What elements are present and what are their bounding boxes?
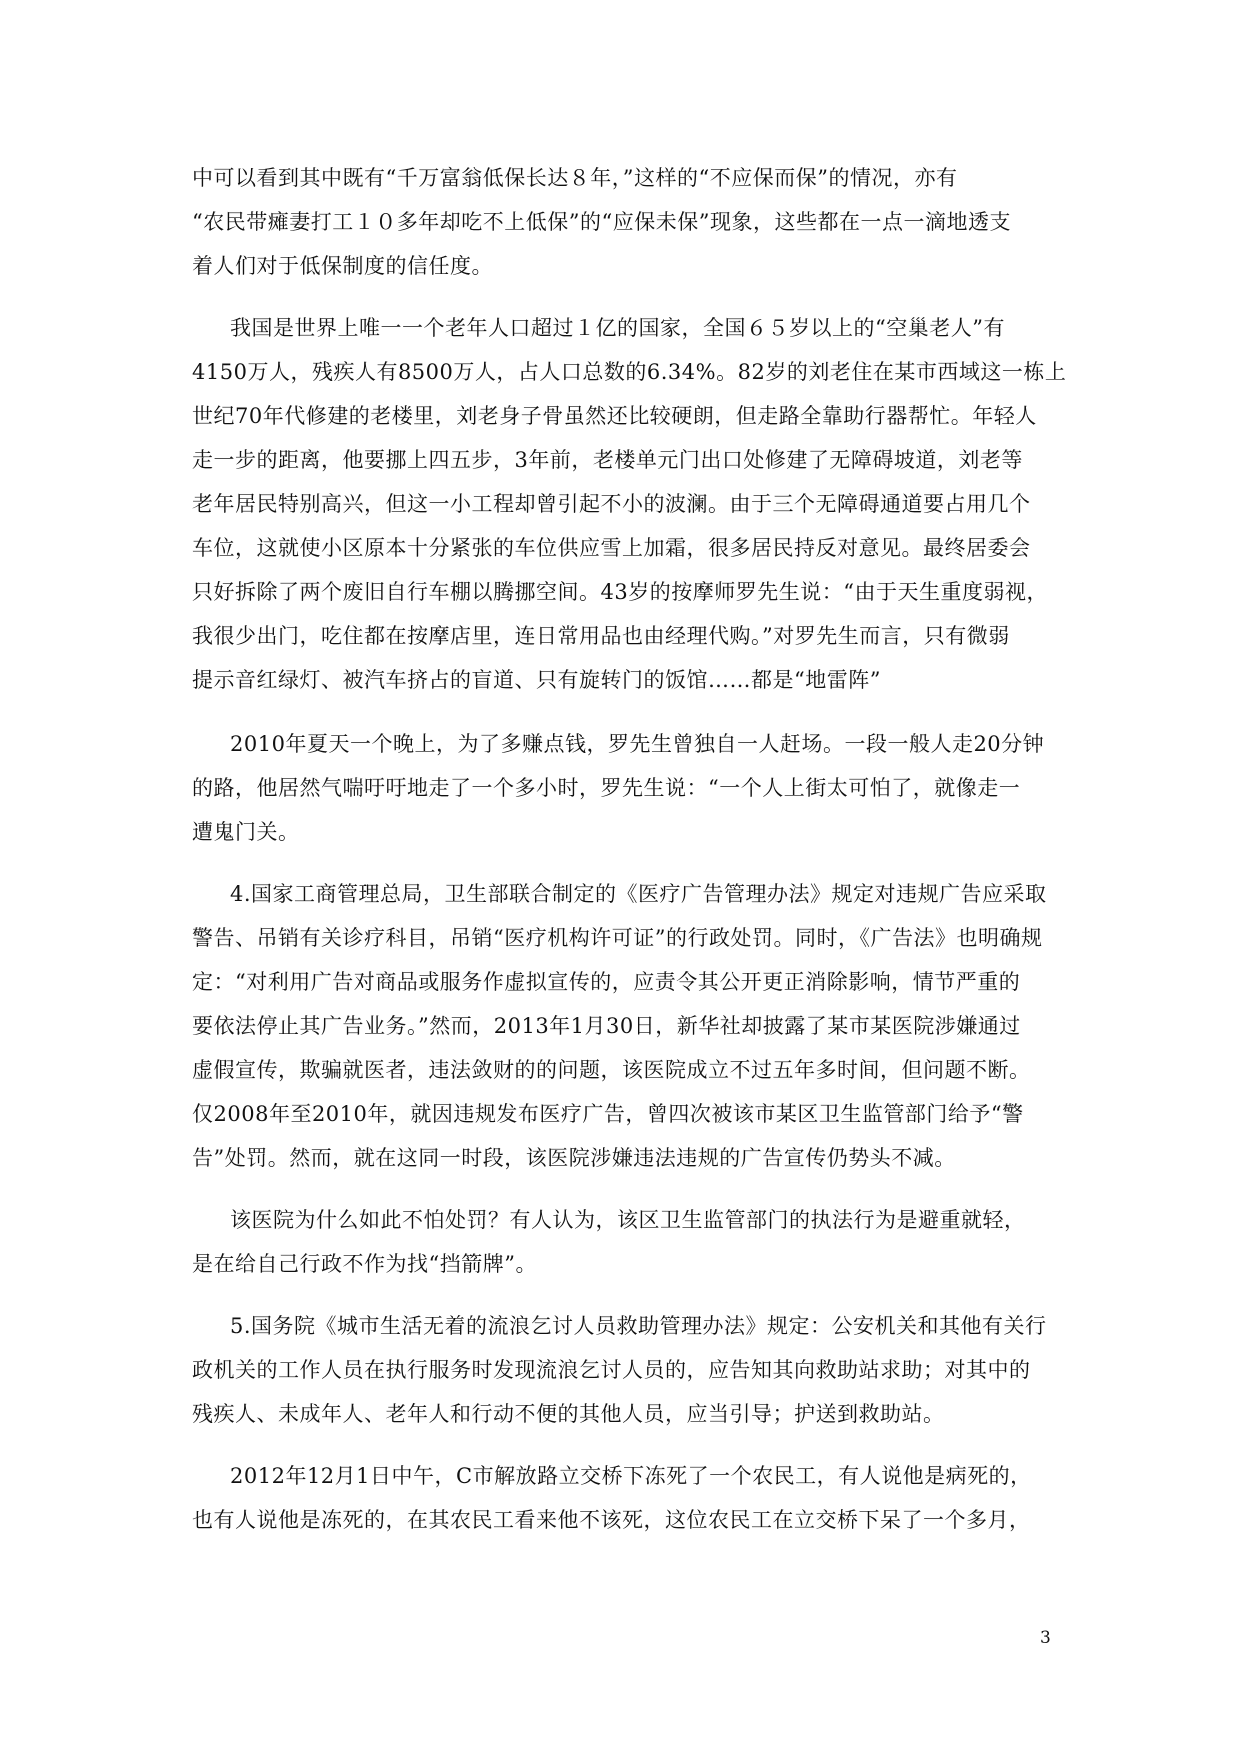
text-line: 世纪70年代修建的老楼里，刘老身子骨虽然还比较硬朗，但走路全靠助行器帮忙。年轻人: [192, 404, 1037, 428]
text-line: “农民带瘫妻打工１０多年却吃不上低保”的“应保未保”现象，这些都在一点一滴地透支: [192, 210, 1011, 234]
text-line: 要依法停止其广告业务。”然而，2013年1月30日，新华社却披露了某市某医院涉嫌通过: [192, 1014, 1021, 1038]
text-line: 4.国家工商管理总局，卫生部联合制定的《医疗广告管理办法》规定对违规广告应采取: [230, 882, 1047, 906]
text-line: 我很少出门，吃住都在按摩店里，连日常用品也由经理代购。”对罗先生而言，只有微弱: [192, 624, 1010, 648]
text-line: 遭鬼门关。: [192, 820, 300, 844]
text-line: 是在给自己行政不作为找“挡箭牌”。: [192, 1252, 537, 1276]
text-line: 4150万人，残疾人有8500万人，占人口总数的6.34%。82岁的刘老住在某市西域这一栋上: [192, 360, 1067, 384]
text-line: 也有人说他是冻死的，在其农民工看来他不该死，这位农民工在立交桥下呆了一个多月，: [192, 1508, 1031, 1532]
text-line: 着人们对于低保制度的信任度。: [192, 254, 493, 278]
text-line: 仅2008年至2010年，就因违规发布医疗广告，曾四次被该市某区卫生监管部门给予“警: [192, 1102, 1024, 1126]
text-line: 的路，他居然气喘吁吁地走了一个多小时，罗先生说：“一个人上街太可怕了，就像走一: [192, 776, 1021, 800]
text-line: 中可以看到其中既有“千万富翁低保长达８年，”这样的“不应保而保”的情况，亦有: [192, 166, 958, 190]
text-line: 残疾人、未成年人、老年人和行动不便的其他人员，应当引导；护送到救助站。: [192, 1402, 945, 1426]
text-line: 车位，这就使小区原本十分紧张的车位供应雪上加霜，很多居民持反对意见。最终居委会: [192, 536, 1031, 560]
text-line: 5.国务院《城市生活无着的流浪乞讨人员救助管理办法》规定：公安机关和其他有关行: [230, 1314, 1047, 1338]
text-line: 虚假宣传，欺骗就医者，违法敛财的的问题，该医院成立不过五年多时间，但问题不断。: [192, 1058, 1031, 1082]
text-line: 政机关的工作人员在执行服务时发现流浪乞讨人员的，应告知其向救助站求助；对其中的: [192, 1358, 1031, 1382]
text-line: 提示音红绿灯、被汽车挤占的盲道、只有旋转门的饭馆……都是“地雷阵”: [192, 668, 881, 692]
text-line: 2010年夏天一个晚上，为了多赚点钱，罗先生曾独自一人赶场。一段一般人走20分钟: [230, 732, 1045, 756]
text-line: 告”处罚。然而，就在这同一时段，该医院涉嫌违法违规的广告宣传仍势头不减。: [192, 1146, 956, 1170]
text-line: 我国是世界上唯一一个老年人口超过１亿的国家，全国６５岁以上的“空巢老人”有: [230, 316, 1005, 340]
text-line: 警告、吊销有关诊疗科目，吊销“医疗机构许可证”的行政处罚。同时，《广告法》也明确规: [192, 926, 1043, 950]
text-line: 只好拆除了两个废旧自行车棚以腾挪空间。43岁的按摩师罗先生说：“由于天生重度弱视，: [192, 580, 1048, 604]
text-line: 2012年12月1日中午，C市解放路立交桥下冻死了一个农民工，有人说他是病死的，: [230, 1464, 1032, 1488]
text-line: 定：“对利用广告对商品或服务作虚拟宣传的，应责令其公开更正消除影响，情节严重的: [192, 970, 1021, 994]
text-line: 走一步的距离，他要挪上四五步，3年前，老楼单元门出口处修建了无障碍坡道，刘老等: [192, 448, 1023, 472]
text-line: 老年居民特别高兴，但这一小工程却曾引起不小的波澜。由于三个无障碍通道要占用几个: [192, 492, 1031, 516]
text-line: 该医院为什么如此不怕处罚？有人认为，该区卫生监管部门的执法行为是避重就轻，: [230, 1208, 1026, 1232]
page-number: 3: [1040, 1628, 1051, 1648]
